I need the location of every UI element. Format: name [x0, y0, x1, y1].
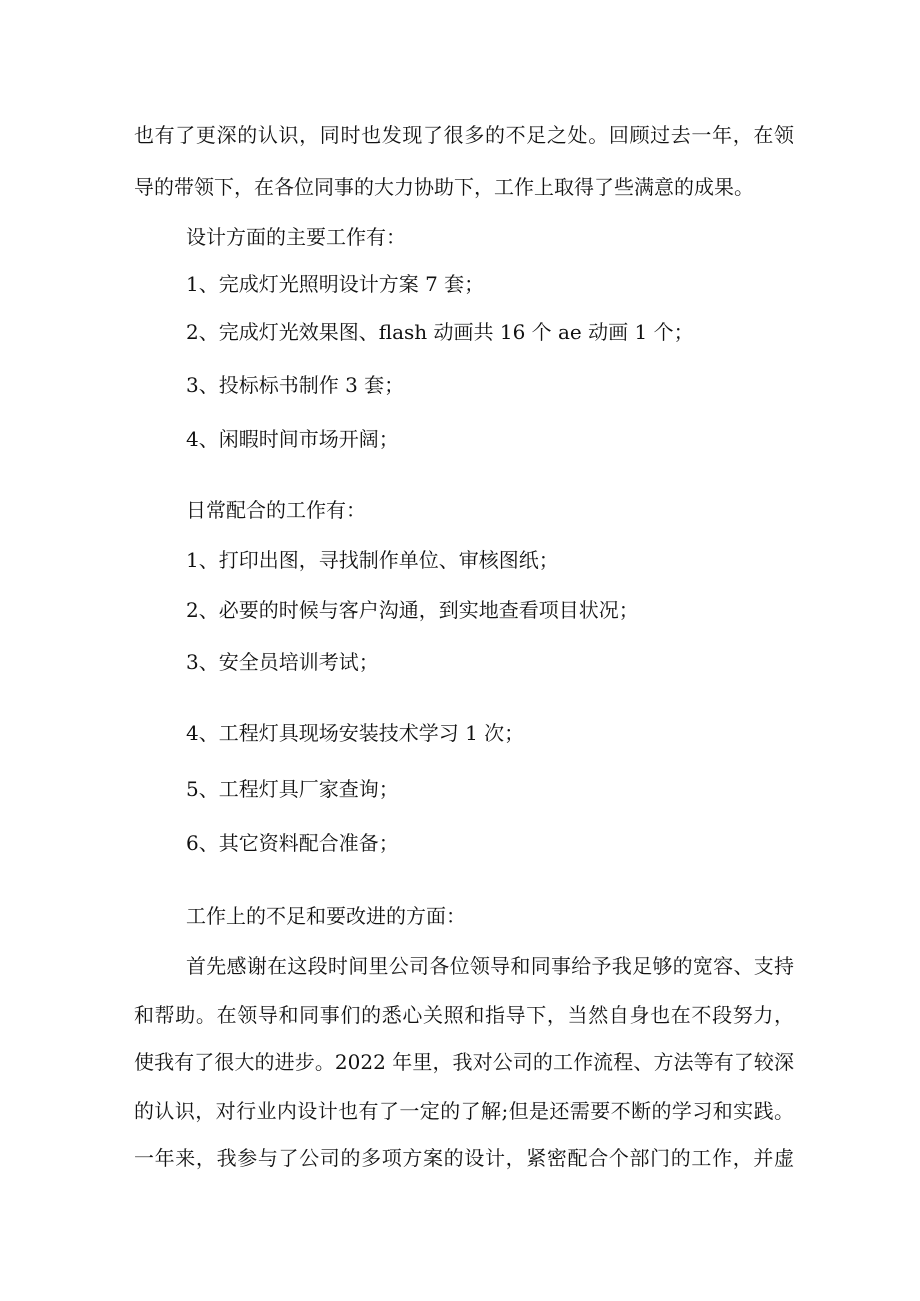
- design-item-4: 4、闲暇时间市场开阔；: [186, 427, 399, 451]
- daily-item-4: 4、工程灯具现场安装技术学习 1 次；: [186, 721, 525, 745]
- improvement-line-2: 和帮助。在领导和同事们的悉心关照和指导下，当然自身也在不段努力，: [134, 1003, 794, 1027]
- design-item-3: 3、投标标书制作 3 套；: [186, 373, 405, 397]
- design-item-1: 1、完成灯光照明设计方案 7 套；: [186, 272, 485, 296]
- improvement-line-5: 一年来，我参与了公司的多项方案的设计，紧密配合个部门的工作，并虚: [134, 1146, 794, 1170]
- improvement-line-3: 使我有了很大的进步。2022 年里，我对公司的工作流程、方法等有了较深: [134, 1050, 794, 1074]
- daily-section-heading: 日常配合的工作有：: [186, 498, 366, 522]
- intro-line-1: 也有了更深的认识，同时也发现了很多的不足之处。回顾过去一年，在领: [134, 123, 794, 147]
- design-section-heading: 设计方面的主要工作有：: [186, 225, 406, 249]
- improvement-line-1: 首先感谢在这段时间里公司各位领导和同事给予我足够的宽容、支持: [186, 954, 794, 978]
- improvement-section-heading: 工作上的不足和要改进的方面：: [186, 904, 466, 928]
- daily-item-2: 2、必要的时候与客户沟通，到实地查看项目状况；: [186, 598, 639, 622]
- daily-item-6: 6、其它资料配合准备；: [186, 831, 399, 855]
- daily-item-3: 3、安全员培训考试；: [186, 650, 379, 674]
- intro-line-2: 导的带领下，在各位同事的大力协助下，工作上取得了些满意的成果。: [134, 175, 754, 199]
- improvement-line-4: 的认识，对行业内设计也有了一定的了解;但是还需要不断的学习和实践。: [134, 1099, 794, 1123]
- daily-item-5: 5、工程灯具厂家查询；: [186, 777, 399, 801]
- daily-item-1: 1、打印出图，寻找制作单位、审核图纸；: [186, 548, 559, 572]
- design-item-2: 2、完成灯光效果图、flash 动画共 16 个 ae 动画 1 个；: [186, 320, 694, 344]
